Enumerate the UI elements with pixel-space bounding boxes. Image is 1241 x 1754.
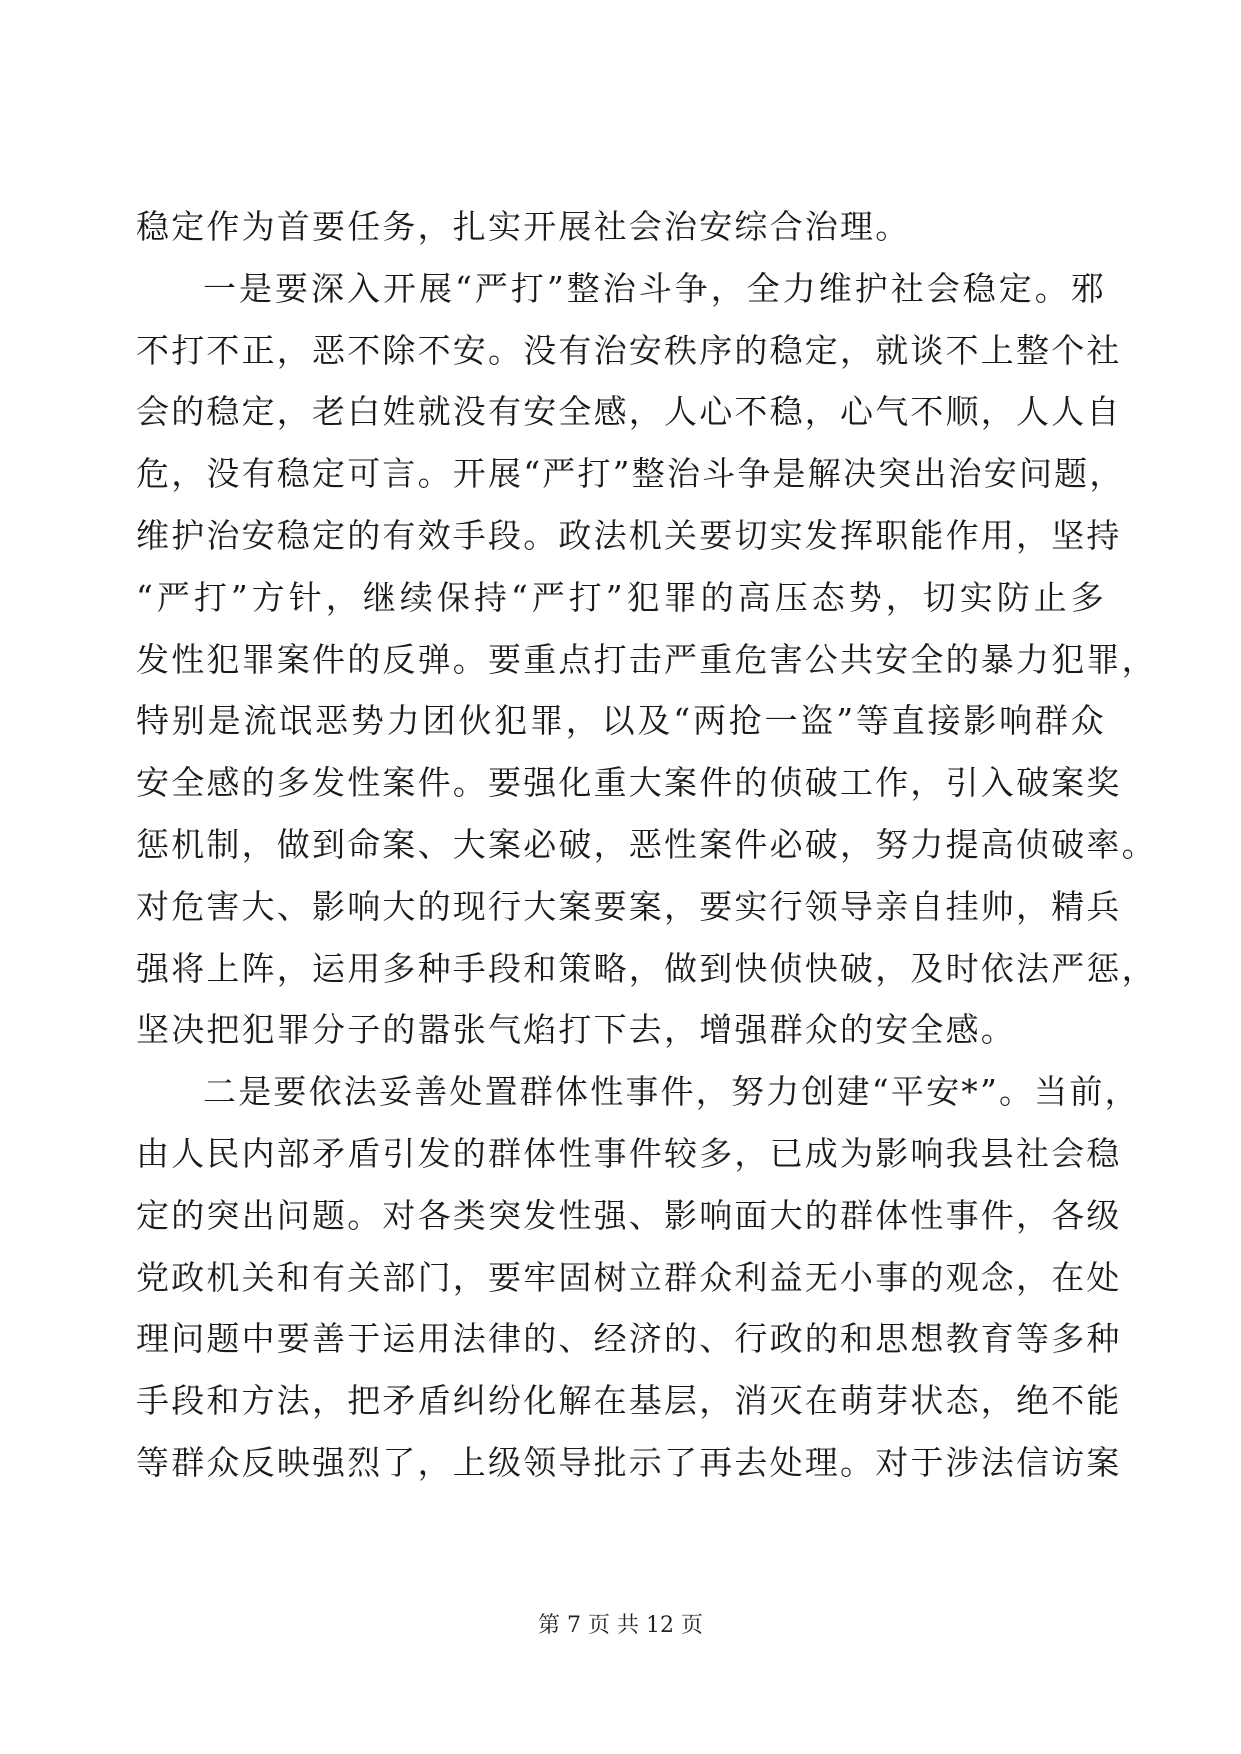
text-line: 定的突出问题。对各类突发性强、影响面大的群体性事件，各级 [136, 1195, 1122, 1235]
text-line: 理问题中要善于运用法律的、经济的、行政的和思想教育等多种 [136, 1319, 1122, 1359]
text-line: 由人民内部矛盾引发的群体性事件较多，已成为影响我县社会稳 [136, 1133, 1122, 1173]
text-line: 一是要深入开展“严打”整治斗争，全力维护社会稳定。邪 [203, 268, 1106, 308]
text-line: 安全感的多发性案件。要强化重大案件的侦破工作，引入破案奖 [136, 763, 1122, 803]
text-line: 强将上阵，运用多种手段和策略，做到快侦快破，及时依法严惩， [136, 948, 1157, 988]
text-line: 惩机制，做到命案、大案必破，恶性案件必破，努力提高侦破率。 [136, 824, 1157, 864]
document-body [136, 196, 1157, 1494]
text-line: 党政机关和有关部门，要牢固树立群众利益无小事的观念，在处 [136, 1257, 1122, 1297]
text-line: 会的稳定，老白姓就没有安全感，人心不稳，心气不顺，人人自 [136, 392, 1122, 432]
text-line: 二是要依法妥善处置群体性事件，努力创建“平安*”。当前， [203, 1072, 1140, 1112]
text-line: 特别是流氓恶势力团伙犯罪，以及“两抢一盗”等直接影响群众 [136, 701, 1106, 741]
page-number-label: 第 7 页 共 12 页 [538, 1613, 703, 1638]
text-line: 危，没有稳定可言。开展“严打”整治斗争是解决突出治安问题， [136, 454, 1125, 494]
text-line: 坚决把犯罪分子的嚣张气焰打下去，增强群众的安全感。 [136, 1010, 1016, 1050]
text-line: 发性犯罪案件的反弹。要重点打击严重危害公共安全的暴力犯罪， [136, 639, 1157, 679]
text-line: 不打不正，恶不除不安。没有治安秩序的稳定，就谈不上整个社 [136, 330, 1122, 370]
text-line: 对危害大、影响大的现行大案要案，要实行领导亲自挂帅，精兵 [136, 886, 1122, 926]
text-line: “严打”方针，继续保持“严打”犯罪的高压态势，切实防止多 [136, 577, 1106, 617]
text-line: 手段和方法，把矛盾纠纷化解在基层，消灭在萌芽状态，绝不能 [136, 1381, 1122, 1421]
text-line: 维护治安稳定的有效手段。政法机关要切实发挥职能作用，坚持 [136, 515, 1122, 555]
text-line: 稳定作为首要任务，扎实开展社会治安综合治理。 [136, 207, 911, 246]
text-line: 等群众反映强烈了，上级领导批示了再去处理。对于涉法信访案 [136, 1442, 1122, 1482]
page-footer [0, 1611, 1241, 1641]
